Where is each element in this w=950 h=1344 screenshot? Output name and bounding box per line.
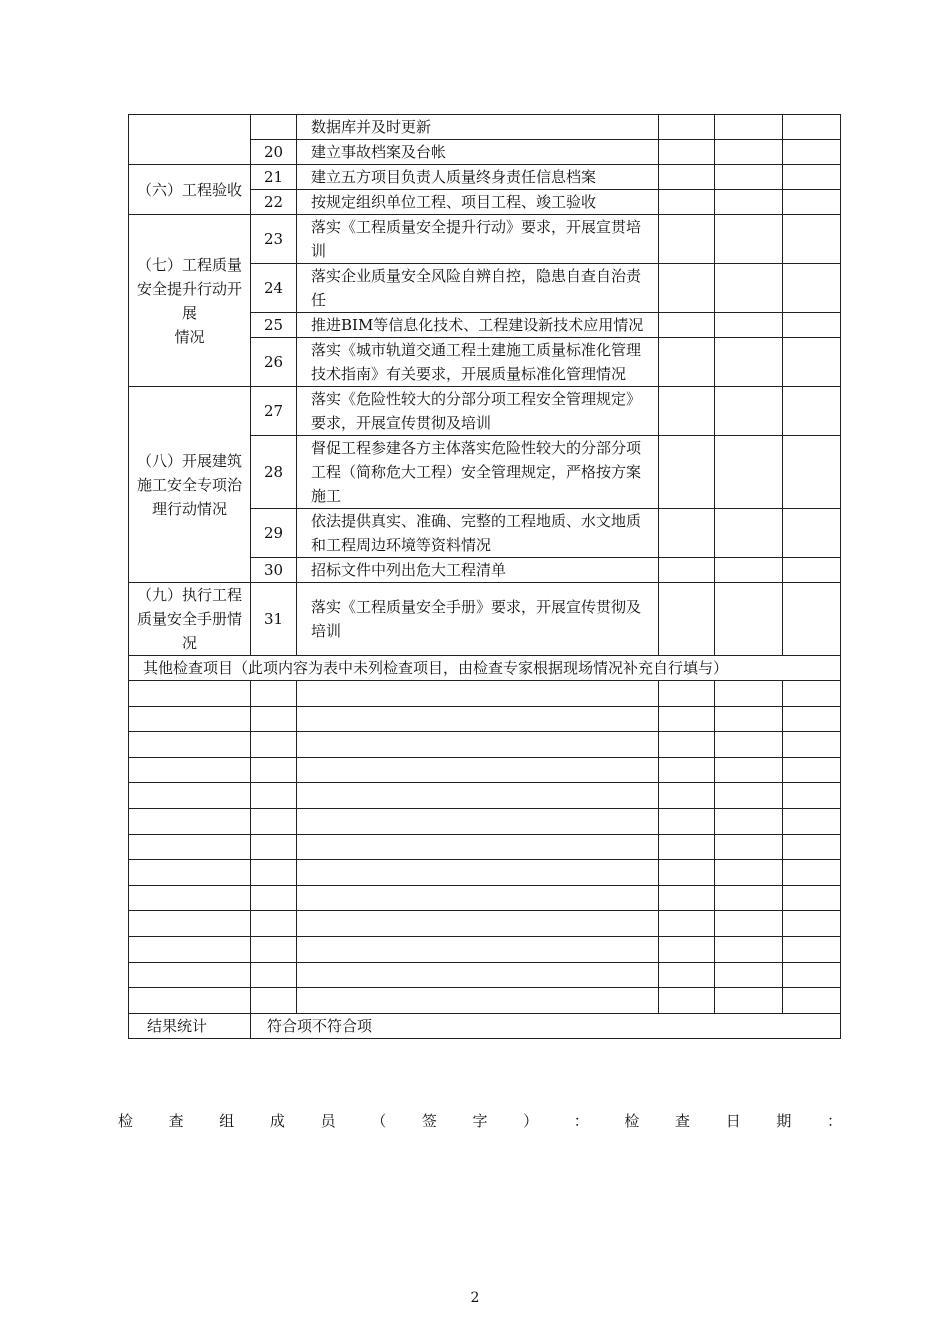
blank-cell: [783, 860, 841, 886]
blank-row: [129, 936, 841, 962]
signature-char: 查: [168, 1112, 184, 1130]
other-items-row: [129, 656, 841, 681]
blank-cell: [715, 732, 783, 758]
category-cell: （八）开展建筑施工安全专项治理行动情况: [129, 387, 251, 583]
blank-cell: [251, 757, 297, 783]
blank-cell: [715, 757, 783, 783]
category-cell: （七）工程质量安全提升行动开展 情况: [129, 215, 251, 387]
blank-row: [129, 706, 841, 732]
table-row: [129, 165, 841, 190]
category-cell: （九）执行工程质量安全手册情况: [129, 583, 251, 656]
category-cell: [129, 115, 251, 165]
blank-cell: [297, 757, 659, 783]
item-number: 22: [251, 190, 297, 215]
result-label: 结果统计: [129, 1013, 251, 1038]
check-cell: [659, 583, 715, 656]
blank-cell: [715, 860, 783, 886]
blank-cell: [659, 860, 715, 886]
blank-row: [129, 681, 841, 707]
check-cell: [659, 165, 715, 190]
check-cell: [659, 264, 715, 313]
blank-cell: [659, 732, 715, 758]
check-cell: [783, 215, 841, 264]
blank-cell: [783, 732, 841, 758]
signature-char: 查: [675, 1112, 691, 1130]
blank-cell: [297, 911, 659, 937]
check-cell: [659, 338, 715, 387]
blank-cell: [783, 681, 841, 707]
blank-cell: [251, 783, 297, 809]
signature-char: 成: [269, 1112, 285, 1130]
item-content: 按规定组织单位工程、项目工程、竣工验收: [297, 190, 659, 215]
signature-char: ：: [826, 1112, 842, 1130]
check-cell: [715, 436, 783, 509]
blank-cell: [659, 885, 715, 911]
blank-cell: [715, 885, 783, 911]
blank-row: [129, 988, 841, 1014]
signature-char: ：: [573, 1112, 589, 1130]
item-content: 依法提供真实、准确、完整的工程地质、水文地质和工程周边环境等资料情况: [297, 509, 659, 558]
blank-cell: [783, 988, 841, 1014]
blank-cell: [297, 706, 659, 732]
check-cell: [783, 558, 841, 583]
check-cell: [715, 313, 783, 338]
item-content: 建立五方项目负责人质量终身责任信息档案: [297, 165, 659, 190]
item-number: 20: [251, 140, 297, 165]
check-cell: [659, 140, 715, 165]
check-cell: [783, 190, 841, 215]
blank-cell: [251, 706, 297, 732]
blank-cell: [129, 706, 251, 732]
blank-cell: [783, 783, 841, 809]
item-number: 21: [251, 165, 297, 190]
check-cell: [783, 115, 841, 140]
blank-cell: [715, 706, 783, 732]
item-content: 招标文件中列出危大工程清单: [297, 558, 659, 583]
blank-cell: [129, 681, 251, 707]
blank-cell: [715, 988, 783, 1014]
blank-cell: [659, 936, 715, 962]
signature-char: 组: [219, 1112, 235, 1130]
blank-row: [129, 911, 841, 937]
blank-cell: [129, 808, 251, 834]
check-cell: [715, 387, 783, 436]
check-cell: [659, 115, 715, 140]
blank-row: [129, 860, 841, 886]
check-cell: [783, 140, 841, 165]
check-cell: [715, 115, 783, 140]
blank-cell: [715, 783, 783, 809]
item-content: 落实《危险性较大的分部分项工程安全管理规定》要求，开展宣传贯彻及培训: [297, 387, 659, 436]
item-number: 29: [251, 509, 297, 558]
blank-cell: [251, 885, 297, 911]
check-cell: [715, 190, 783, 215]
blank-cell: [783, 936, 841, 962]
check-cell: [783, 387, 841, 436]
blank-cell: [297, 783, 659, 809]
blank-cell: [297, 808, 659, 834]
blank-cell: [659, 962, 715, 988]
blank-row: [129, 834, 841, 860]
signature-char: ）: [523, 1112, 539, 1130]
blank-cell: [783, 808, 841, 834]
blank-row: [129, 732, 841, 758]
blank-cell: [129, 962, 251, 988]
blank-cell: [715, 962, 783, 988]
check-cell: [783, 165, 841, 190]
item-content: 建立事故档案及台帐: [297, 140, 659, 165]
blank-cell: [297, 732, 659, 758]
item-content: 数据库并及时更新: [297, 115, 659, 140]
blank-cell: [297, 834, 659, 860]
item-content: 落实《工程质量安全提升行动》要求，开展宣贯培训: [297, 215, 659, 264]
item-number: 27: [251, 387, 297, 436]
blank-row: [129, 808, 841, 834]
blank-row: [129, 783, 841, 809]
blank-cell: [251, 681, 297, 707]
item-number: 24: [251, 264, 297, 313]
blank-cell: [659, 834, 715, 860]
item-content: 落实《城市轨道交通工程土建施工质量标准化管理技术指南》有关要求，开展质量标准化管理情况: [297, 338, 659, 387]
blank-cell: [659, 808, 715, 834]
result-row: [129, 1013, 841, 1038]
item-content: 落实企业质量安全风险自辨自控，隐患自查自治责任: [297, 264, 659, 313]
check-cell: [715, 140, 783, 165]
check-cell: [659, 313, 715, 338]
blank-cell: [251, 834, 297, 860]
table-row: [129, 215, 841, 264]
item-number: 25: [251, 313, 297, 338]
check-cell: [715, 165, 783, 190]
item-content: 督促工程参建各方主体落实危险性较大的分部分项工程（简称危大工程）安全管理规定，严格按方案施工: [297, 436, 659, 509]
blank-cell: [715, 808, 783, 834]
check-cell: [715, 215, 783, 264]
signature-char: 签: [421, 1112, 437, 1130]
other-items-title: 其他检查项目（此项内容为表中未列检查项目，由检查专家根据现场情况补充自行填与）: [129, 656, 841, 681]
check-cell: [715, 509, 783, 558]
blank-cell: [251, 808, 297, 834]
blank-cell: [659, 706, 715, 732]
item-number: 30: [251, 558, 297, 583]
blank-cell: [129, 885, 251, 911]
blank-cell: [251, 962, 297, 988]
item-number: [251, 115, 297, 140]
check-cell: [659, 509, 715, 558]
signature-char: 日: [725, 1112, 741, 1130]
blank-cell: [129, 834, 251, 860]
check-cell: [715, 264, 783, 313]
blank-row: [129, 962, 841, 988]
table-row: [129, 387, 841, 436]
check-cell: [715, 558, 783, 583]
blank-row: [129, 885, 841, 911]
blank-cell: [659, 988, 715, 1014]
signature-line: [118, 1110, 842, 1131]
check-cell: [659, 190, 715, 215]
blank-cell: [783, 706, 841, 732]
blank-cell: [251, 988, 297, 1014]
result-value: 符合项不符合项: [251, 1013, 841, 1038]
signature-char: 检: [624, 1112, 640, 1130]
signature-char: 期: [776, 1112, 792, 1130]
check-cell: [783, 509, 841, 558]
check-cell: [783, 436, 841, 509]
item-number: 23: [251, 215, 297, 264]
check-cell: [715, 583, 783, 656]
check-cell: [659, 387, 715, 436]
signature-char: 员: [320, 1112, 336, 1130]
blank-cell: [659, 911, 715, 937]
signature-char: 字: [472, 1112, 488, 1130]
item-content: 落实《工程质量安全手册》要求，开展宣传贯彻及培训: [297, 583, 659, 656]
blank-cell: [129, 988, 251, 1014]
blank-cell: [659, 757, 715, 783]
blank-cell: [129, 757, 251, 783]
check-cell: [659, 558, 715, 583]
check-cell: [783, 583, 841, 656]
blank-cell: [783, 911, 841, 937]
item-content: 推进BIM等信息化技术、工程建设新技术应用情况: [297, 313, 659, 338]
blank-cell: [783, 834, 841, 860]
blank-cell: [659, 783, 715, 809]
blank-cell: [129, 936, 251, 962]
blank-cell: [251, 936, 297, 962]
table-row: [129, 583, 841, 656]
blank-cell: [783, 962, 841, 988]
blank-cell: [715, 834, 783, 860]
blank-cell: [715, 936, 783, 962]
blank-cell: [297, 860, 659, 886]
blank-cell: [251, 911, 297, 937]
blank-cell: [659, 681, 715, 707]
check-cell: [659, 215, 715, 264]
table-row: [129, 115, 841, 140]
item-number: 26: [251, 338, 297, 387]
check-cell: [783, 264, 841, 313]
item-number: 28: [251, 436, 297, 509]
signature-char: 检: [118, 1112, 134, 1130]
blank-cell: [251, 860, 297, 886]
blank-cell: [715, 681, 783, 707]
signature-char: （: [371, 1112, 387, 1130]
blank-cell: [297, 885, 659, 911]
blank-cell: [297, 681, 659, 707]
blank-cell: [783, 885, 841, 911]
check-cell: [715, 338, 783, 387]
blank-cell: [129, 783, 251, 809]
blank-cell: [129, 732, 251, 758]
check-cell: [783, 313, 841, 338]
blank-cell: [783, 757, 841, 783]
blank-cell: [715, 911, 783, 937]
blank-cell: [297, 962, 659, 988]
blank-cell: [129, 860, 251, 886]
item-number: 31: [251, 583, 297, 656]
page-number: 2: [470, 1290, 480, 1306]
inspection-table: [128, 114, 841, 1039]
blank-cell: [251, 732, 297, 758]
blank-cell: [297, 988, 659, 1014]
check-cell: [783, 338, 841, 387]
category-cell: （六）工程验收: [129, 165, 251, 215]
blank-row: [129, 757, 841, 783]
check-cell: [659, 436, 715, 509]
blank-cell: [297, 936, 659, 962]
blank-cell: [129, 911, 251, 937]
